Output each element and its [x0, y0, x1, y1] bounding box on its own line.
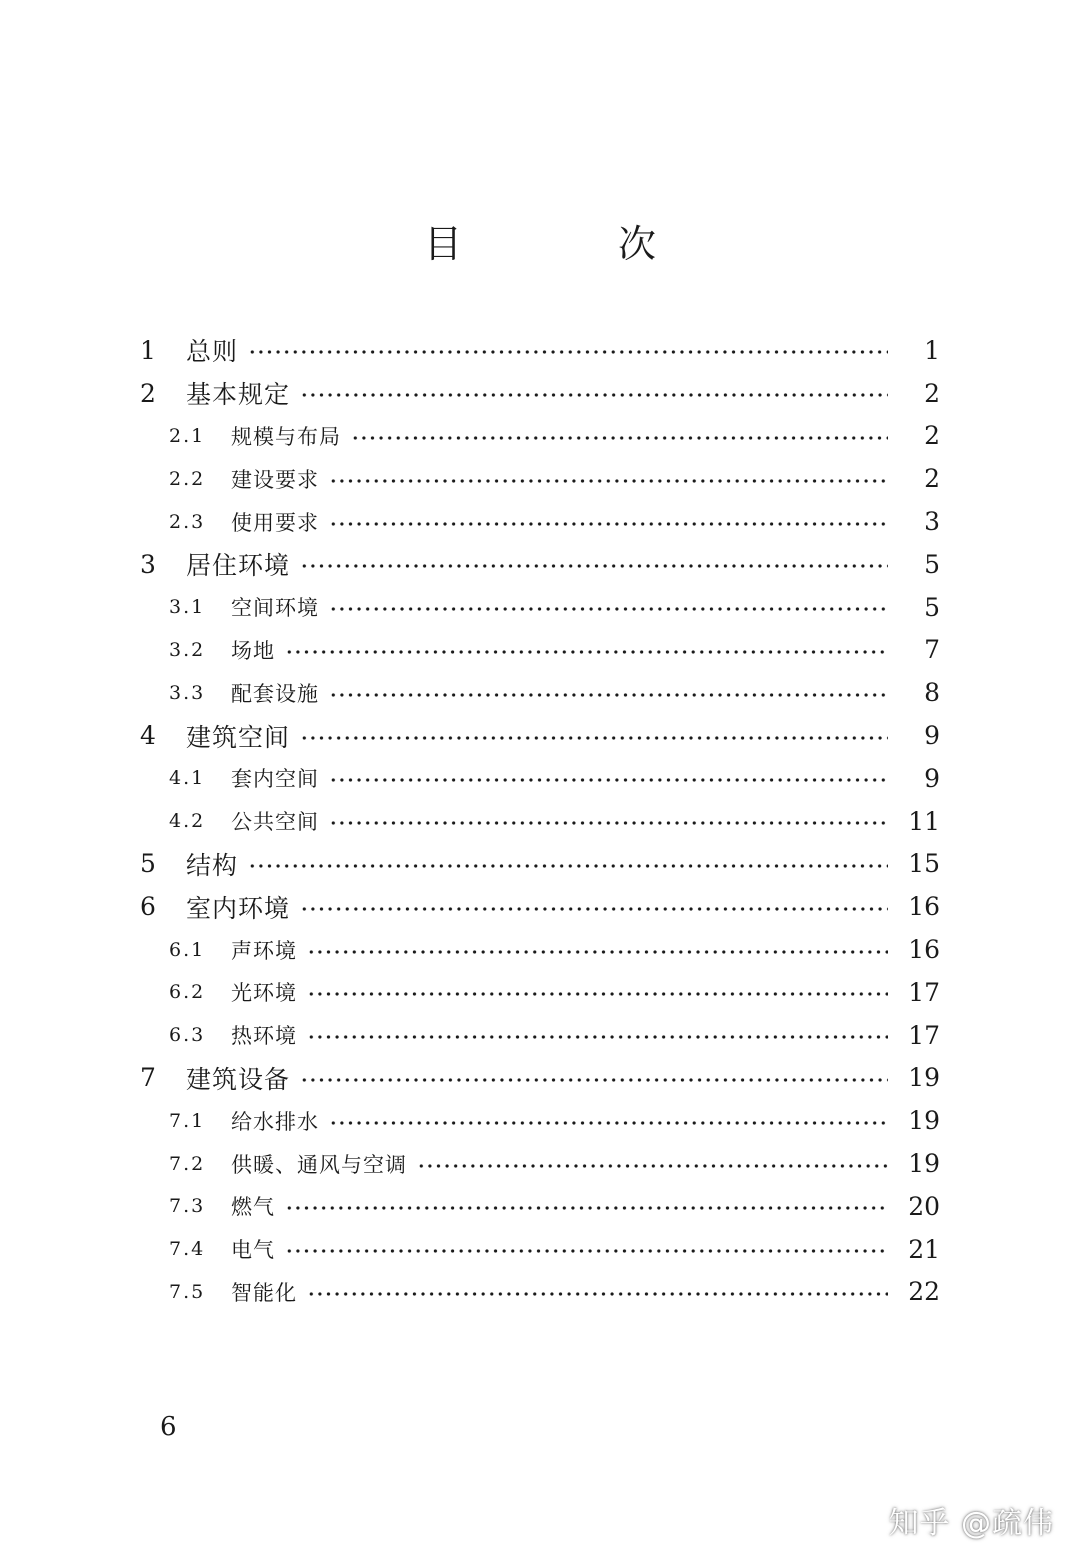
- toc-section-row[interactable]: [140, 1228, 940, 1271]
- toc-entry-number: 3.2: [169, 638, 206, 661]
- toc-entry-number: 3.1: [169, 596, 206, 619]
- toc-chapter-row[interactable]: [140, 543, 940, 586]
- toc-entry-page: 16: [908, 935, 940, 965]
- toc-section-row[interactable]: [140, 671, 940, 714]
- toc-section-row[interactable]: [140, 457, 940, 500]
- toc-entry-page: 19: [908, 1149, 940, 1179]
- toc-chapter-row[interactable]: [140, 843, 940, 886]
- toc-entry-page: 5: [924, 592, 940, 622]
- toc-entry-number: 2.1: [169, 424, 206, 447]
- toc-entry-title: 套内空间: [231, 767, 319, 792]
- toc-entry-page: 5: [924, 549, 940, 579]
- toc-entry-title: 光环境: [231, 981, 297, 1006]
- toc-entry-title: 热环境: [231, 1024, 297, 1049]
- page-title: 目 次: [423, 222, 729, 266]
- toc-entry-page: 11: [908, 806, 940, 836]
- toc-dot-leader: [248, 864, 888, 868]
- toc-entry-title: 建设要求: [231, 467, 319, 492]
- toc-entry-page: 7: [924, 635, 940, 665]
- toc-dot-leader: [285, 650, 888, 654]
- toc-entry-number: 7.2: [169, 1152, 206, 1175]
- toc-entry-page: 1: [924, 335, 940, 365]
- toc-entry-title: 智能化: [231, 1280, 297, 1305]
- table-of-contents: [140, 329, 940, 1313]
- toc-dot-leader: [300, 393, 888, 397]
- toc-entry-number: 3: [140, 549, 156, 579]
- toc-entry-title: 建筑设备: [186, 1064, 291, 1094]
- toc-entry-page: 19: [908, 1106, 940, 1136]
- toc-entry-number: 1: [140, 335, 156, 365]
- page-number: 6: [160, 1412, 177, 1442]
- toc-entry-page: 2: [924, 464, 940, 494]
- toc-entry-title: 结构: [186, 850, 239, 880]
- toc-dot-leader: [300, 1078, 888, 1082]
- watermark: 知乎 @疏伟: [888, 1506, 1054, 1541]
- toc-entry-page: 17: [908, 977, 940, 1007]
- toc-dot-leader: [351, 436, 888, 440]
- toc-section-row[interactable]: [140, 971, 940, 1014]
- toc-section-row[interactable]: [140, 415, 940, 458]
- toc-dot-leader: [300, 736, 888, 740]
- toc-entry-page: 15: [908, 849, 940, 879]
- toc-entry-title: 公共空间: [231, 810, 319, 835]
- toc-entry-title: 燃气: [231, 1195, 275, 1220]
- toc-section-row[interactable]: [140, 1014, 940, 1057]
- toc-section-row[interactable]: [140, 1142, 940, 1185]
- toc-chapter-row[interactable]: [140, 329, 940, 372]
- toc-entry-title: 给水排水: [231, 1109, 319, 1134]
- toc-entry-page: 22: [908, 1277, 940, 1307]
- toc-dot-leader: [329, 778, 888, 782]
- toc-dot-leader: [329, 1121, 888, 1125]
- toc-entry-title: 居住环境: [186, 551, 291, 581]
- toc-entry-number: 2.3: [169, 510, 206, 533]
- toc-entry-number: 7.4: [169, 1238, 206, 1261]
- toc-entry-title: 规模与布局: [231, 424, 341, 449]
- toc-entry-page: 16: [908, 892, 940, 922]
- toc-entry-page: 3: [924, 507, 940, 537]
- toc-entry-number: 2: [140, 378, 156, 408]
- toc-chapter-row[interactable]: [140, 372, 940, 415]
- toc-dot-leader: [329, 479, 888, 483]
- toc-section-row[interactable]: [140, 1099, 940, 1142]
- toc-chapter-row[interactable]: [140, 714, 940, 757]
- toc-entry-title: 使用要求: [231, 510, 319, 535]
- toc-entry-number: 6.1: [169, 938, 206, 961]
- toc-dot-leader: [307, 992, 888, 996]
- toc-entry-title: 声环境: [231, 938, 297, 963]
- toc-entry-page: 17: [908, 1020, 940, 1050]
- toc-dot-leader: [300, 907, 888, 911]
- toc-entry-title: 配套设施: [231, 681, 319, 706]
- toc-entry-number: 4.1: [169, 767, 206, 790]
- toc-dot-leader: [307, 1292, 888, 1296]
- toc-dot-leader: [300, 564, 888, 568]
- toc-chapter-row[interactable]: [140, 1057, 940, 1100]
- toc-entry-title: 空间环境: [231, 596, 319, 621]
- toc-entry-page: 20: [908, 1191, 940, 1221]
- toc-entry-title: 电气: [231, 1238, 275, 1263]
- toc-entry-number: 4: [140, 721, 156, 751]
- toc-entry-title: 建筑空间: [186, 722, 291, 752]
- toc-entry-page: 8: [924, 678, 940, 708]
- toc-entry-page: 19: [908, 1063, 940, 1093]
- toc-entry-title: 室内环境: [186, 893, 291, 923]
- toc-section-row[interactable]: [140, 928, 940, 971]
- toc-entry-title: 总则: [186, 337, 239, 367]
- toc-dot-leader: [417, 1164, 888, 1168]
- toc-entry-number: 6.2: [169, 981, 206, 1004]
- toc-entry-page: 2: [924, 378, 940, 408]
- toc-entry-number: 3.3: [169, 681, 206, 704]
- toc-section-row[interactable]: [140, 800, 940, 843]
- toc-entry-title: 供暖、通风与空调: [231, 1152, 407, 1177]
- toc-section-row[interactable]: [140, 629, 940, 672]
- toc-entry-page: 2: [924, 421, 940, 451]
- toc-entry-number: 7.5: [169, 1280, 206, 1303]
- toc-entry-title: 场地: [231, 638, 275, 663]
- toc-dot-leader: [285, 1206, 888, 1210]
- toc-entry-number: 5: [140, 849, 156, 879]
- toc-entry-number: 2.2: [169, 467, 206, 490]
- toc-entry-number: 7.1: [169, 1109, 206, 1132]
- toc-dot-leader: [307, 1035, 888, 1039]
- toc-entry-number: 4.2: [169, 810, 206, 833]
- toc-entry-number: 6: [140, 892, 156, 922]
- toc-dot-leader: [285, 1249, 888, 1253]
- toc-entry-number: 7.3: [169, 1195, 206, 1218]
- toc-dot-leader: [329, 821, 888, 825]
- toc-section-row[interactable]: [140, 1185, 940, 1228]
- toc-entry-title: 基本规定: [186, 380, 291, 410]
- toc-section-row[interactable]: [140, 500, 940, 543]
- toc-section-row[interactable]: [140, 757, 940, 800]
- toc-chapter-row[interactable]: [140, 885, 940, 928]
- toc-entry-page: 21: [908, 1234, 940, 1264]
- toc-dot-leader: [329, 693, 888, 697]
- toc-entry-page: 9: [924, 721, 940, 751]
- toc-entry-number: 6.3: [169, 1024, 206, 1047]
- toc-dot-leader: [307, 950, 888, 954]
- toc-dot-leader: [329, 607, 888, 611]
- toc-entry-number: 7: [140, 1063, 156, 1093]
- toc-dot-leader: [248, 350, 888, 354]
- toc-entry-page: 9: [924, 763, 940, 793]
- toc-section-row[interactable]: [140, 586, 940, 629]
- toc-section-row[interactable]: [140, 1271, 940, 1314]
- toc-dot-leader: [329, 522, 888, 526]
